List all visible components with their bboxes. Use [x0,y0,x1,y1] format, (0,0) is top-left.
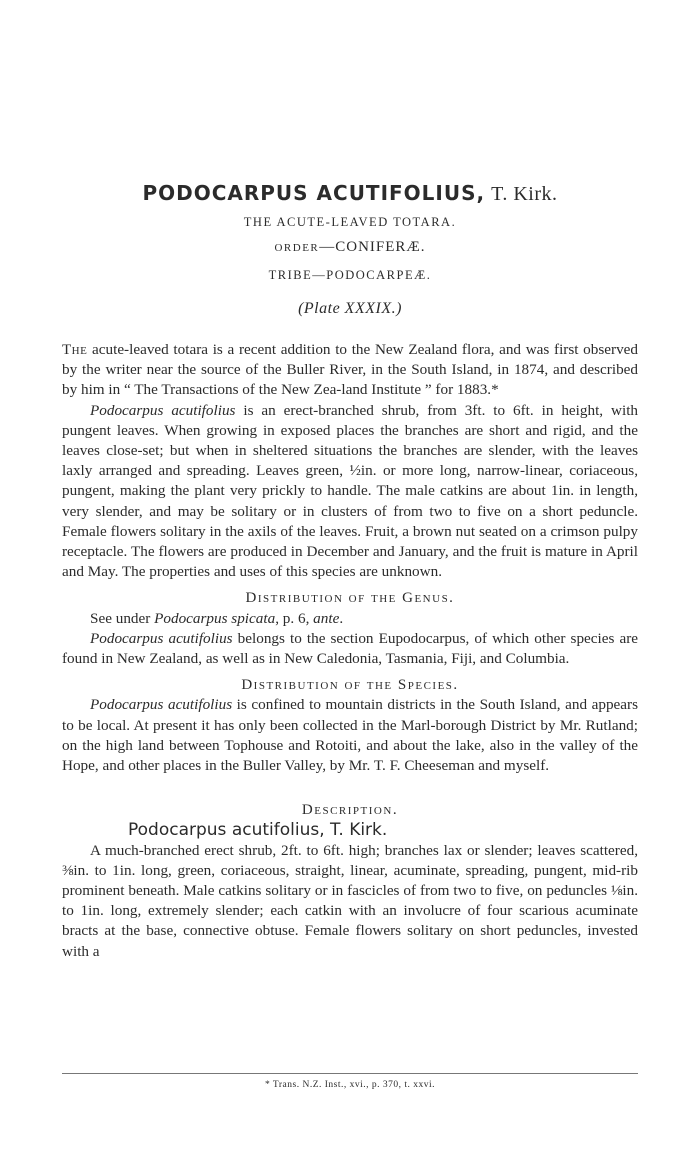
paragraph-text: is an erect-branched shrub, from 3ft. to 6ft. in height, with pungent leaves. When growing in exposed places the branches are short and rigid, and the leaves close-set; but when in sheltered situations the branches are slender, with the leaves laxly arranged and spreading. Leaves green, ½in. or more long, narrow-linear, coriaceous, pungent, making the plant very prickly to handle. The male catkins are about 1in. in length, very slender, and may be solitary or in clusters of from two to five on a short peduncle. Female flowers solitary in the axils of the leaves. Fruit, a brown nut seated on a crimson pulpy receptacle. The flowers are produced in December and January, and the fruit is mature in April and May. The properties and uses of this species are unknown. [62,401,639,581]
species-name: Podocarpus acutifolius [90,629,233,647]
main-text [62,340,638,962]
species-heading-text: Distribution of the Species. [241,677,459,694]
species-name: Podocarpus acutifolius [90,401,236,419]
paragraph-text: is confined to mountain districts in the South Island, and appears to be local. At present it has only been collected in the Marl-borough District by Mr. Rutland; on the high land between Tophouse and Rotoiti, and about the lake, also in the valley of the Hope, and other places in the Buller Valley, by Mr. T. F. Cheeseman and myself. [62,696,638,775]
description-paragraph [62,401,638,583]
genus-heading-text: Distribution of the Genus. [245,590,455,607]
description-heading [62,800,638,820]
intro-text: acute-leaved totara is a recent addition to the New Zealand flora, and was first observed by the writer near the source of the Buller River, in the South Island, in 1874, and described by him in “ The Transactions of the New Zea-land Institute ” for 1883.* [62,341,638,399]
intro-paragraph [62,340,638,401]
see-ante: ante [313,609,340,627]
tribe-line: TRIBE—PODOCARPEÆ. [268,268,432,282]
order-line [62,239,638,256]
footnote: * Trans. N.Z. Inst., xvi., p. 370, t. xxvi. [264,1080,436,1090]
order-label: ORDER [274,242,320,254]
species-heading [62,675,638,695]
species-name: Podocarpus acutifolius [90,696,233,714]
see-end: . [339,609,344,627]
see-species: Podocarpus spicata [154,609,276,627]
technical-description: A much-branched erect shrub, 2ft. to 6ft. high; branches lax or slender; leaves scattered, ⅜in. to 1in. long, green, coriaceous, straight, linear, acuminate, spreading, pungent, mid-rib prominent beneath. Male catkins solitary or in fascicles of from two to five, on peduncles ⅛in. to 1in. long, extremely slender; each catkin with an involucre of four scarious acuminate bracts at the base, connective obtuse. Female flowers solitary on short peduncles, invested with a [62,841,638,960]
genus-heading [62,588,638,608]
description-species-name: Podocarpus acutifolius, T. Kirk. [128,820,388,841]
see-under-line [62,609,638,629]
plate-reference: (Plate XXXIX.) [298,300,402,317]
see-mid: , p. 6, [275,609,314,627]
common-name: THE ACUTE-LEAVED TOTARA. [243,215,457,229]
title-author: T. Kirk. [491,183,558,205]
see-prefix: See under [90,609,155,627]
species-paragraph [62,695,638,776]
footnote-rule [62,1073,638,1074]
order-value: —CONIFERÆ. [319,239,426,255]
page-title [62,180,638,206]
title-species: PODOCARPUS ACUTIFOLIUS, [142,181,486,205]
description-heading-text: Description. [301,802,399,819]
intro-lead: The [62,342,88,358]
paragraph-text: belongs to the section Eupodocarpus, of which other species are found in New Zealand, as well as in New Caledonia, Tasmania, Fiji, and Columbia. [62,629,639,668]
genus-paragraph [62,629,638,669]
